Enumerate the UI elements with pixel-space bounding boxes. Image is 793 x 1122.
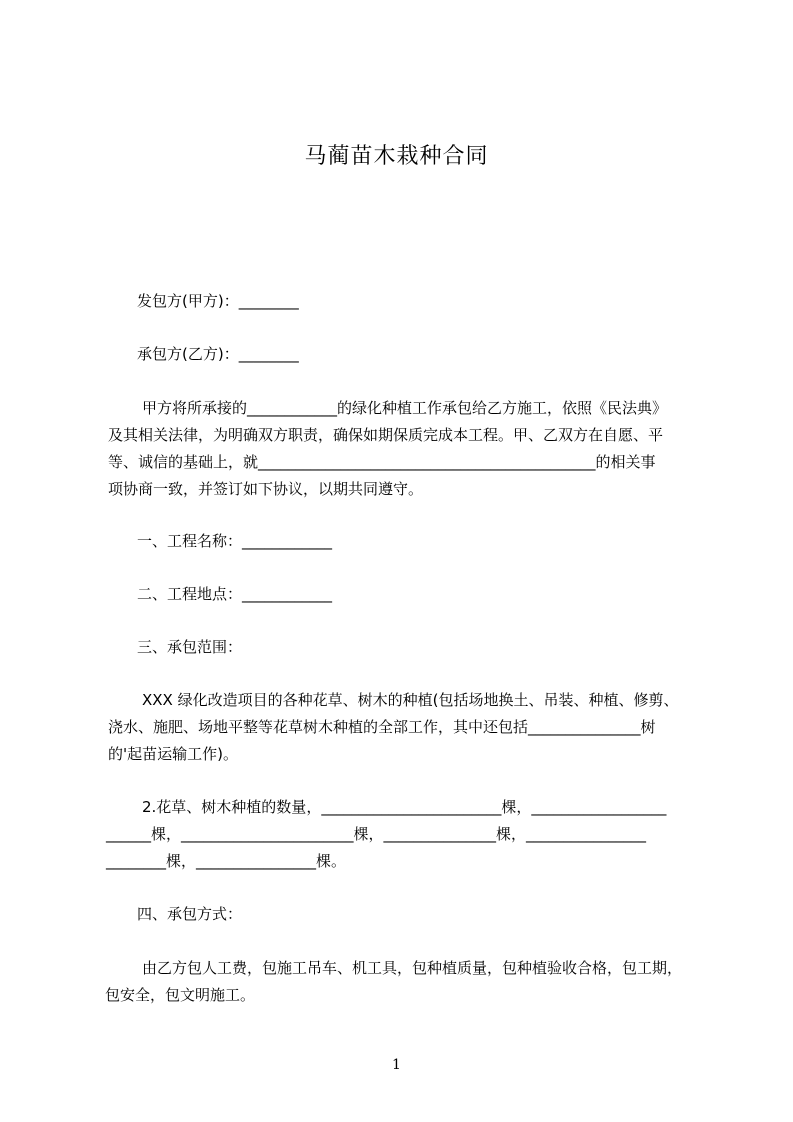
party-b-line: 承包方(乙方)：________ [137,345,299,363]
method-line: 包安全，包文明施工。 [105,986,256,1004]
preamble-line: 等、诚信的基础上，就_____________________________________________的相关事 [108,453,656,471]
section-scope-heading: 三、承包范围： [137,638,243,656]
document-title: 马蔺苗木栽种合同 [304,144,489,169]
section-project-name: 一、工程名称：____________ [137,532,333,550]
preamble-line: 及其相关法律，为明确双方职责，确保如期保质完成本工程。甲、乙双方在自愿、平 [108,426,664,444]
method-line: 由乙方包人工费，包施工吊车、机工具，包种植质量，包种植验收合格，包工期， [142,959,683,977]
scope-line: XXX 绿化改造项目的各种花草、树木的种植(包括场地换土、吊装、种植、修剪、 [142,691,679,709]
scope-line: 浇水、施肥、场地平整等花草树木种植的全部工作，其中还包括_______________树 [108,718,656,736]
section-project-location: 二、工程地点：____________ [137,585,333,603]
section-contract-method-heading: 四、承包方式： [137,905,243,923]
preamble-line: 项协商一致，并签订如下协议，以期共同遵守。 [108,480,424,498]
quantity-line: ______棵，_______________________棵，_______________棵，________________ [106,825,647,843]
preamble-line: 甲方将所承接的____________的绿化种植工作承包给乙方施工，依照《民法典》 [142,399,668,417]
quantity-line: ________棵，________________棵。 [106,852,347,870]
party-a-line: 发包方(甲方)：________ [137,292,299,310]
page-number: 1 [392,1057,401,1073]
quantity-line: 2.花草、树木种植的数量，________________________棵，__________________ [142,798,667,816]
scope-line: 的'起苗运输工作)。 [108,745,238,763]
